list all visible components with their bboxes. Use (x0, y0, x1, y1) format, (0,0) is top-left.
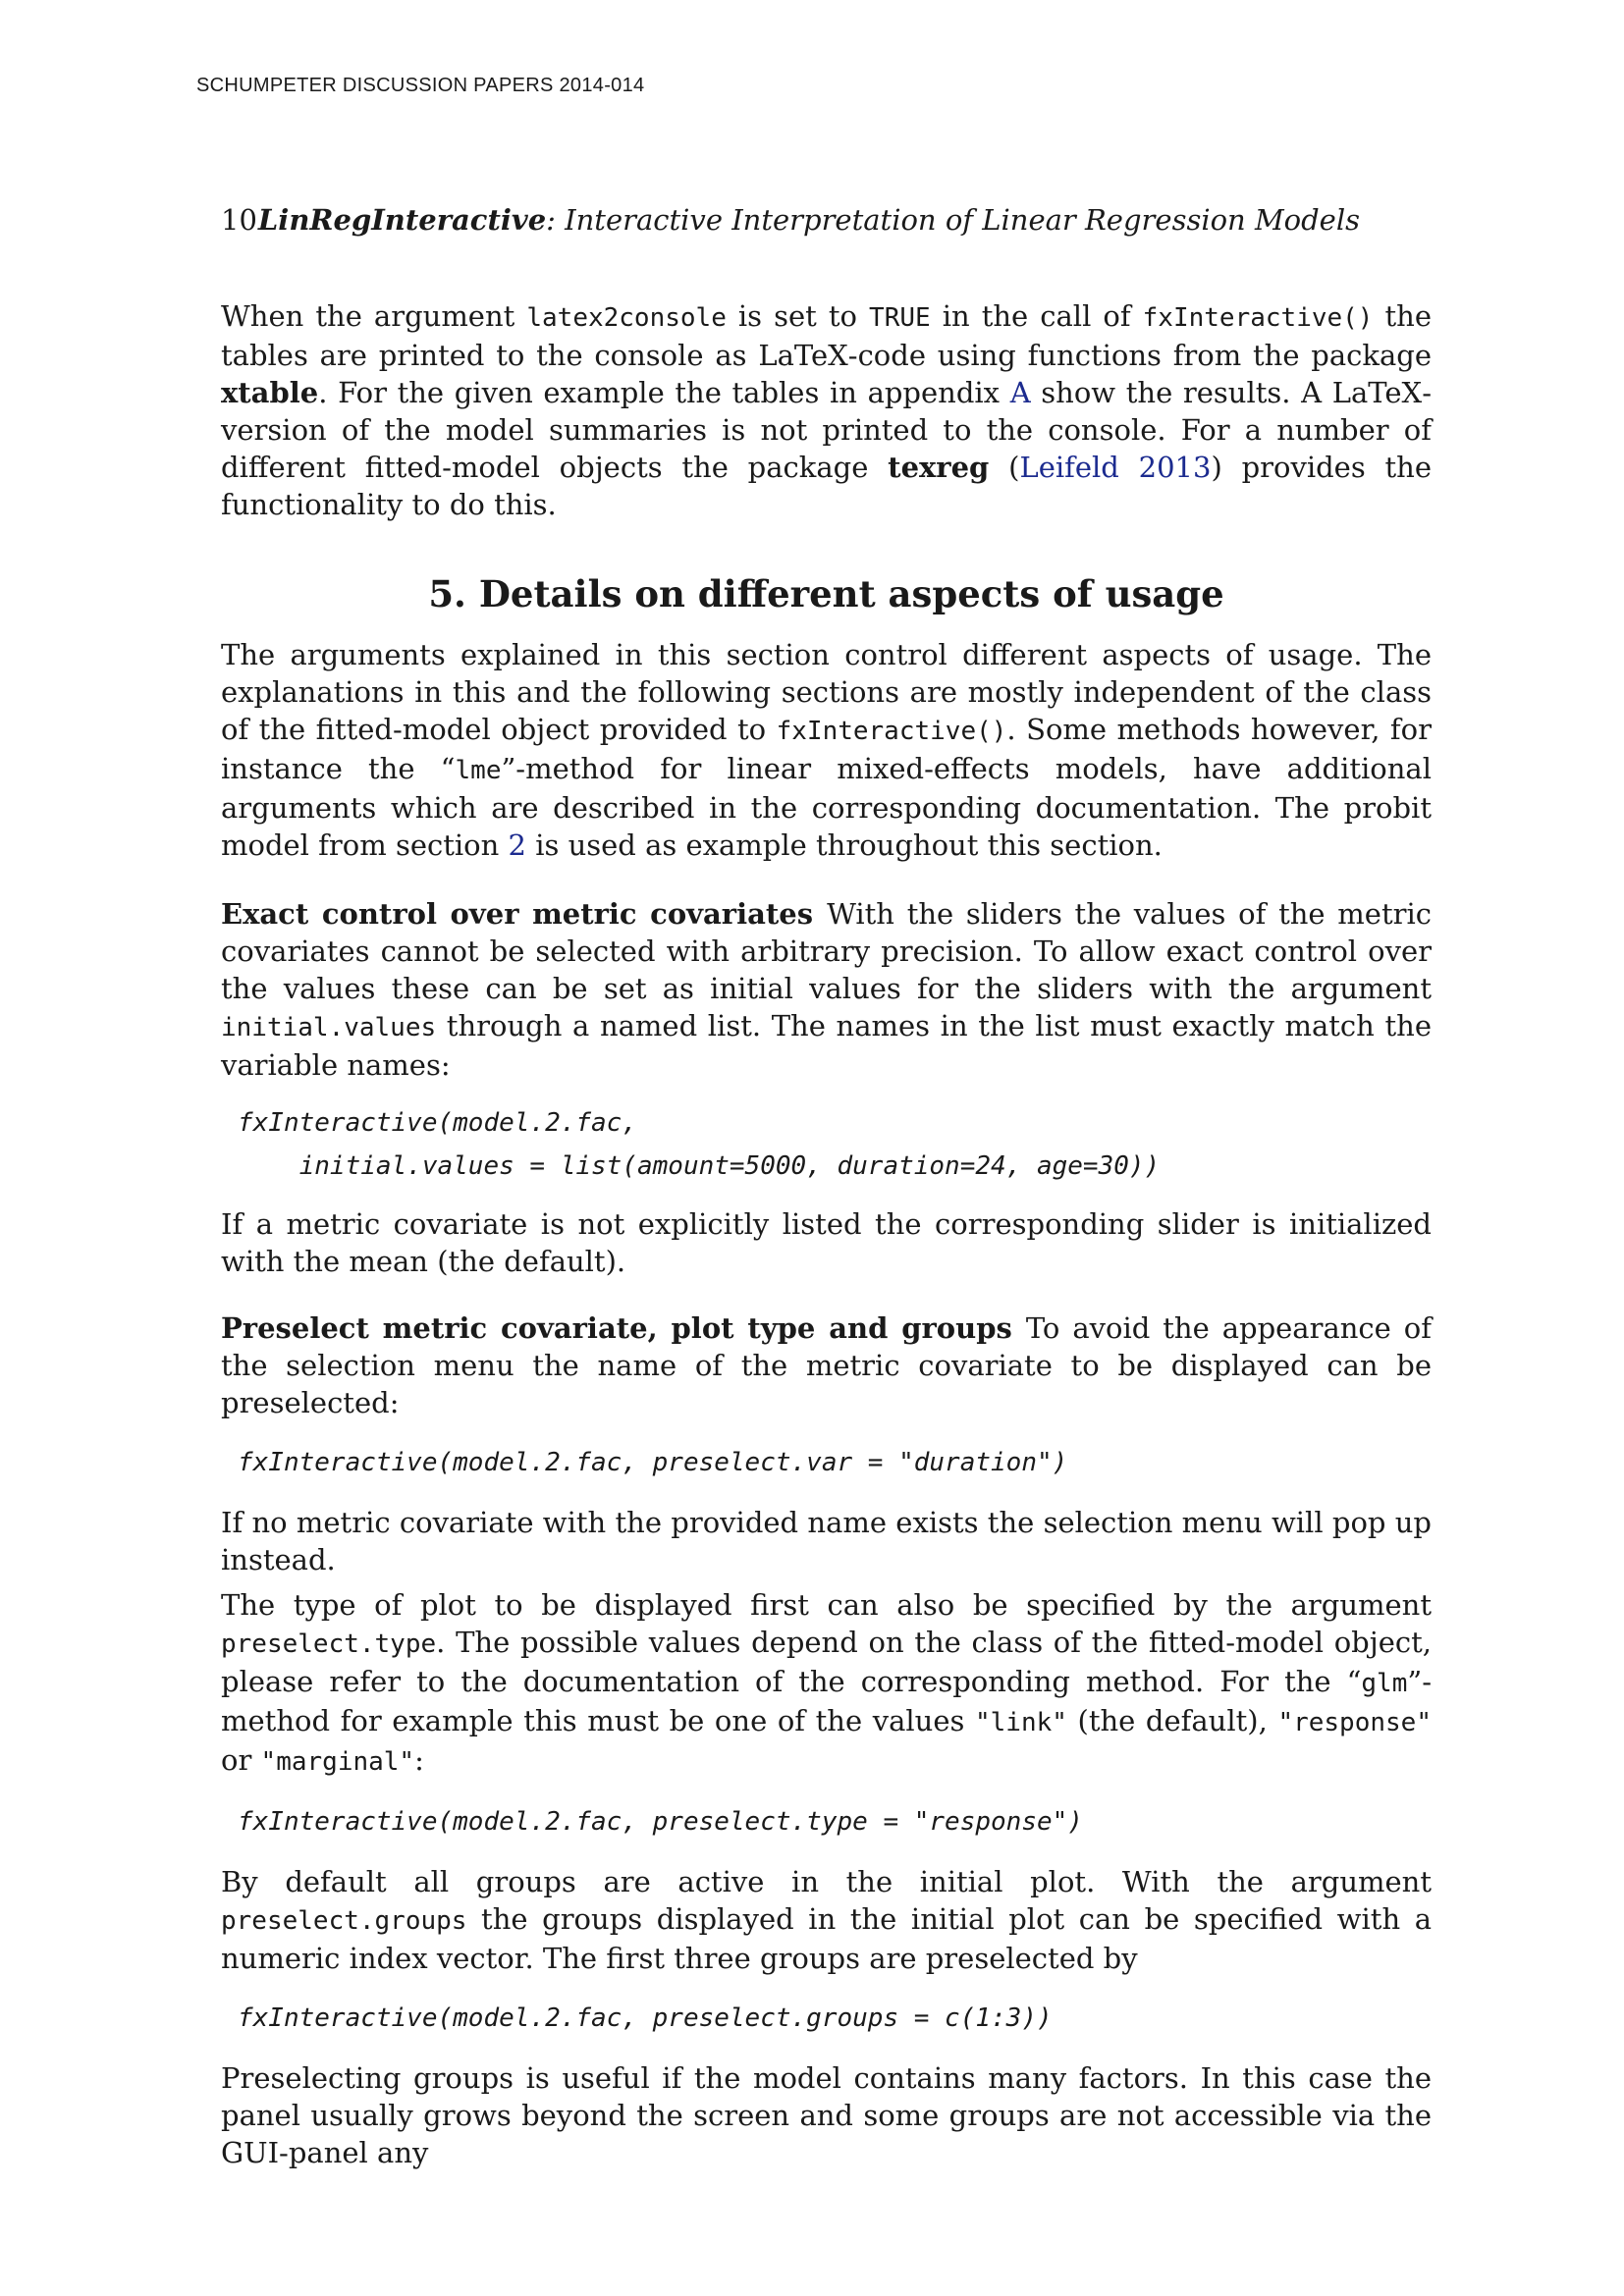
section-heading: 5. Details on different aspects of usage (428, 572, 1224, 615)
paragraph-preselect: Preselect metric covariate, plot type and groups To avoid the appearance of the selection menu the name of the metric covariate to be displayed can be preselected: (221, 1311, 1432, 1419)
inline-code: preselect.type (221, 1629, 437, 1659)
paragraph-exact-control: Exact control over metric covariates With the sliders the values of the metric covariates cannot be selected with arbitrary precision. To allow exact control over the values these can be set as initial values for the sliders with the argument initial.values through a named list. The names in the list must exactly match the variable names: (221, 897, 1432, 1082)
paragraph-selection-menu: If no metric covariate with the provided name exists the selection menu will pop up instead. (221, 1506, 1432, 1576)
package-texreg: texreg (888, 451, 990, 484)
running-header (221, 203, 1360, 242)
latex-logo: LaTeX (1331, 376, 1423, 409)
paragraph-latex-output: When the argument latex2console is set to TRUE in the call of fxInteractive() the tables are printed to the console as LaTeX-code using functions from the package xtable. For the given example the tables in appendix A show the results. A LaTeX-version of the model summaries is not printed to the console. For a number of different fitted-model objects the package texreg (Leifeld 2013) provides the functionality to do this. (221, 299, 1433, 521)
run-in-heading: Exact control over metric covariates (221, 897, 814, 931)
code-block-preselect-type: fxInteractive(model.2.fac, preselect.type = "response") (238, 1807, 1083, 1837)
code-block-initial-values: fxInteractive(model.2.fac, initial.values = list(amount=5000, duration=24, age=30)) (238, 1108, 1161, 1181)
inline-code: TRUE (869, 303, 931, 333)
page-body (221, 297, 1432, 2171)
inline-code: preselect.groups (221, 1906, 467, 1936)
latex-logo: LaTeX (758, 339, 848, 372)
series-header: SCHUMPETER DISCUSSION PAPERS 2014-014 (196, 75, 645, 96)
paragraph-plot-type: The type of plot to be displayed first can also be specified by the argument preselect.type. The possible values depend on the class of the fitted-model object, please refer to the documentation of the corresponding method. For the “glm”-method for example this must be one of the values "link" (the default), "response" or "marginal": (221, 1588, 1432, 1777)
appendix-link[interactable]: A (1009, 376, 1031, 409)
code-block-preselect-groups: fxInteractive(model.2.fac, preselect.groups = c(1:3)) (238, 2003, 1053, 2033)
inline-code: latex2console (526, 303, 727, 333)
inline-code: fxInteractive() (776, 717, 1007, 746)
inline-code: lme (455, 756, 502, 785)
paragraph-default-mean: If a metric covariate is not explicitly listed the corresponding slider is initialized with the mean (the default). (221, 1207, 1432, 1278)
package-xtable: xtable (221, 376, 319, 409)
citation-link[interactable]: Leifeld 2013 (1019, 451, 1212, 484)
inline-code: "link" (975, 1708, 1067, 1737)
paragraph-preselecting-groups: Preselecting groups is useful if the model contains many factors. In this case the panel usually grows beyond the screen and some groups are not accessible via the GUI-panel any (221, 2061, 1432, 2169)
inline-code: initial.values (221, 1013, 437, 1042)
inline-code: fxInteractive() (1142, 303, 1374, 333)
code-block-preselect-var: fxInteractive(model.2.fac, preselect.var = "duration") (238, 1448, 1068, 1477)
inline-code: "response" (1277, 1708, 1432, 1737)
inline-code: "marginal" (260, 1747, 415, 1777)
package-name: LinRegInteractive (257, 203, 547, 237)
paragraph-section-intro: The arguments explained in this section control different aspects of usage. The explanations in this and the following sections are mostly independent of the class of the fitted-model object provided to fxInteractive(). Some methods however, for instance the “lme”-method for linear mixed-effects models, have additional arguments which are described in the corresponding documentation. The probit model from section 2 is used as example throughout this section. (221, 638, 1432, 862)
inline-code: glm (1361, 1669, 1408, 1698)
paragraph-groups: By default all groups are active in the initial plot. With the argument preselect.groups the groups displayed in the initial plot can be specified with a numeric index vector. The first three groups are preselected by (221, 1865, 1432, 1975)
section-link[interactable]: 2 (508, 828, 526, 862)
running-title-rest: : Interactive Interpretation of Linear Regression Models (546, 203, 1360, 237)
run-in-heading: Preselect metric covariate, plot type and groups (221, 1311, 1012, 1345)
running-title (258, 203, 1360, 237)
page-number: 10 (221, 203, 257, 237)
